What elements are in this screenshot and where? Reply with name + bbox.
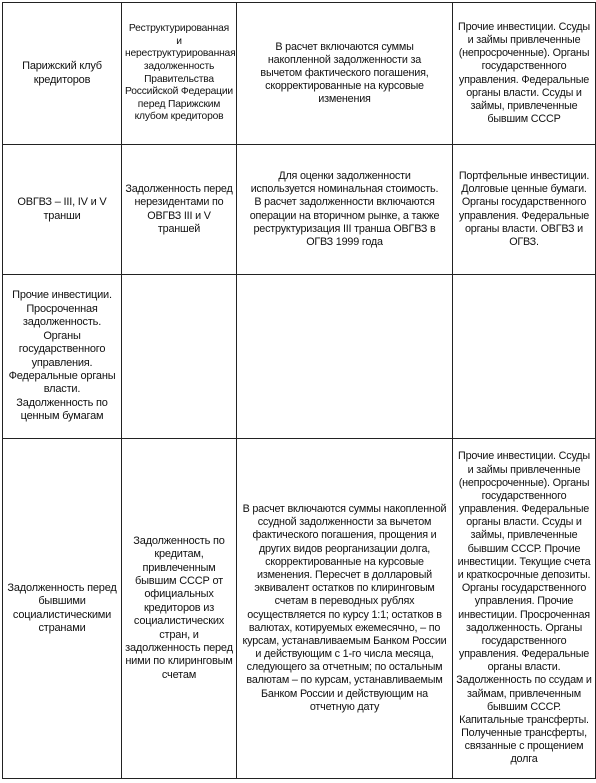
table-cell xyxy=(122,145,237,275)
table-cell xyxy=(453,275,596,439)
table-cell xyxy=(453,439,596,779)
table-cell xyxy=(237,439,453,779)
table-row xyxy=(3,3,596,145)
cell-text: Прочие инвестиции. Ссуды и займы привлеченные (непросроченные). Органы государственного управления. Федеральные органы власти. Ссуды и займы, привлеченные бывшим СССР. Прочие инвестиции. Текущие счета и краткосрочные депозиты. Органы государственного управления. Прочие инвестиции. Просроченная задолженность. Органы государственного управления. Федеральные органы власти. Задолженность по ссудам и займам, привлеченным бывшим СССР. Капитальные трансферты. Полученные трансферты, связанные с прощением долга xyxy=(456,450,592,766)
table-row xyxy=(3,275,596,439)
cell-text: Задолженность перед нерезидентами по ОВГВЗ III и V траншей xyxy=(125,183,233,235)
table-cell xyxy=(3,3,122,145)
table-cell xyxy=(3,275,122,439)
table-cell xyxy=(237,275,453,439)
table-row xyxy=(3,439,596,779)
table-cell xyxy=(122,439,237,779)
table-cell xyxy=(453,145,596,275)
table-cell xyxy=(453,3,596,145)
cell-text: Прочие инвестиции. Ссуды и займы привлеченные (непросроченные). Органы государственного управления. Федеральные органы власти. Ссуды и займы, привлеченные бывшим СССР xyxy=(458,20,590,126)
cell-text: Портфельные инвестиции. Долговые ценные бумаги. Органы государственного управления. Федеральные органы власти. ОВГВЗ и ОГВЗ. xyxy=(458,169,590,248)
cell-text: Реструктурированная и нереструктурированная задолженность Правительства Российской Федерации перед Парижским клубом кредиторов xyxy=(125,23,236,123)
cell-text: Парижский клуб кредиторов xyxy=(22,60,102,86)
cell-text: ОВГВЗ – III, IV и V транши xyxy=(17,196,107,222)
table-cell xyxy=(122,3,237,145)
cell-text: Для оценки задолженности используется номинальная стоимость. В расчет задолженности включаются операции на вторичном рынке, а также реструктуризация III транша ОВГВЗ в ОГВЗ 1999 года xyxy=(249,169,440,248)
table-cell xyxy=(3,439,122,779)
debt-classification-table xyxy=(2,2,596,779)
cell-text: В расчет включаются суммы накопленной ссудной задолженности за вычетом фактического погашения, прощения и других видов реорганизации долга, скорректированные на курсовые изменения. Пересчет в долларовый эквивалент остатков по клиринговым счетам в переводных рублях осуществляется по курсу 1:1; остатков в валютах, котируемых ежемесячно, – по курсам, устанавливаемым Банком России и действующим с 1-го числа месяца, следующего за отчетным; по остальным валютам – по курсам, устанавливаемым Банком России и действующим на отчетную дату xyxy=(242,503,447,713)
cell-text: Задолженность по кредитам, привлеченным бывшим СССР от официальных кредиторов из социалистических стран, и задолженность перед ними по клиринговым счетам xyxy=(125,534,233,681)
cell-text: Задолженность перед бывшими социалистическими странами xyxy=(7,581,117,634)
cell-text: Прочие инвестиции. Просроченная задолженность. Органы государственного управления. Федеральные органы власти. Задолженность по ценным бумагам xyxy=(8,289,116,423)
cell-text: В расчет включаются суммы накопленной задолженности за вычетом фактического погашения, скорректированные на курсовые изменения xyxy=(260,40,429,106)
table-cell xyxy=(3,145,122,275)
table-cell xyxy=(237,145,453,275)
table-row xyxy=(3,145,596,275)
table-cell xyxy=(237,3,453,145)
table-cell xyxy=(122,275,237,439)
